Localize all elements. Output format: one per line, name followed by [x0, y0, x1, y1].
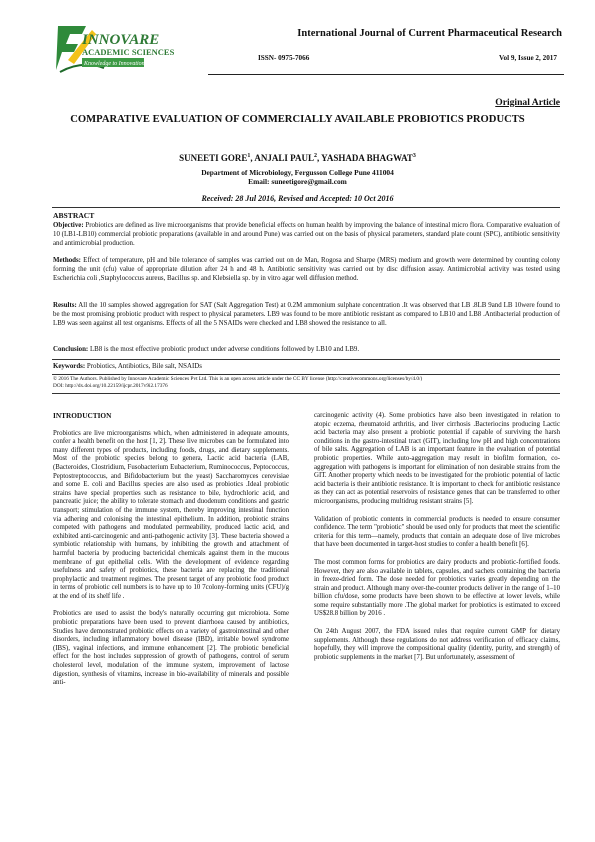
abstract-results	[53, 302, 560, 329]
abstract-mid-rule	[52, 359, 560, 360]
author-1-affil: 1	[247, 153, 251, 159]
right-column	[314, 412, 560, 671]
keywords-rule	[52, 374, 560, 375]
copyright-block	[53, 376, 560, 391]
paragraph: Validation of probiotic contents in commercial products is needed to ensure consumer confidence. The term "probiotic" should be used only for products that meet the scientific criteria for this term—namely, products that contain an adequate dose of live microbes that have been documented in target-host studies to confer a health benefit [6].	[314, 515, 560, 549]
doi-link[interactable]: DOI: http://dx.doi.org/10.22159/ijcpr.2017v9i2.17376	[53, 383, 168, 390]
logo-text-1: INNOVARE	[82, 32, 160, 48]
keywords	[53, 363, 560, 372]
author-3: YASHADA BHAGWAT	[321, 153, 413, 163]
conclusion-text: LB8 is the most effective probiotic product under adverse conditions followed by LB10 and LB9.	[88, 346, 360, 353]
authors	[20, 153, 575, 163]
objective-text: Probiotics are defined as live microorganisms that provide beneficial effects on human health by improving the balance of intestinal micro flora. Comparative evaluation of 10 (LB1-LB10) commercial probiotic preparations (available in and around Pune) was carried out on the basis of physical parameters, standard plate count (SPC), antibiotic sensitivity and antimicrobial production.	[53, 222, 560, 247]
abstract-objective	[53, 222, 560, 249]
methods-label: Methods:	[53, 257, 81, 264]
paragraph: Probiotics are used to assist the body's naturally occurring gut microbiota. Some probiotic preparations have been used to prevent diarrhoea caused by antibiotics, Studies have demonstrated probiotic effects on a variety of gastrointestinal and other disorders, including inflammatory bowel disease (IBD), irritable bowel syndrome (IBS), vaginal infections, and immune enhancement [2]. The probiotic beneficial effect for the host includes suppression of growth of pathogens, control of serum cholesterol level, modulation of the immune system, improvement of lactose digestion, synthesis of vitamins, increase in bio-availability of minerals and possible anti-	[53, 610, 289, 687]
paragraph: carcinogenic activity (4). Some probiotics have also been investigated in relation to atopic eczema, rheumatoid arthritis, and liver cirrhosis .Bacteriocins producing Lactic acid bacteria may also present a probiotic potential if capable of surviving the harsh conditions in the gastro-intestinal tract (GIT), including low pH and high concentrations of bile salts. Aggregation of LAB is an important feature in the evaluation of potential probiotic properties. While auto-aggregation may result in biofilm formation, co-aggregation with pathogens is important for elimination of non desirable strains from the GIT. Another property which needs to be investigated for the probiotic potential of lactic acid bacteria is their antibiotic resistance. It is important to check for antibiotic resistance as they can act as potential reservoirs of resistance genes that can be transferred to other microorganisms, producing multidrug resistant strains [5].	[314, 412, 560, 505]
affiliation: Department of Microbiology, Fergusson College Pune 411004	[201, 168, 394, 177]
affiliation-block	[20, 168, 575, 186]
logo-text-2: ACADEMIC SCIENCES	[82, 47, 175, 57]
results-text: All the 10 samples showed aggregation for SAT (Salt Aggregation Test) at 0.2M ammonium sulphate concentration .It was observed that LB .8LB 9and LB 10were found to be the most promising probiotic product with respect to physical parameters. LB9 was found to be more antibiotic resistant as compared to LB10 and LB8 .Antibacterial production of LB9 was seen against all test organisms. Effects of all the 5 NSAIDs were checked and LB8 showed the resistance to all.	[53, 302, 560, 327]
objective-label: Objective:	[53, 222, 84, 229]
copyright: © 2016 The Authors. Published by Innovare Academic Sciences Pvt Ltd. This is an open access article under the CC BY license (http://creativecommons.org/licenses/by/4.0/)	[53, 376, 423, 382]
body-top-rule	[52, 393, 560, 394]
methods-text: Effect of temperature, pH and bile tolerance of samples was carried out on de Man, Rogosa and Sharpe (MRS) medium and growth were determined by counting colony forming the unit (cfu) value of appropriate dilution after 24 h and 48 h. Antibiotic sensitivity was carried out by disc diffusion assay. Antimicrobial activity was tested using Escherichia coli ,Staphylococcus aureus, Bacillus sp. and Klebsiella sp. by in vitro agar well diffusion method.	[53, 257, 560, 282]
author-2-affil: 2	[313, 153, 317, 159]
publisher-logo	[52, 20, 175, 78]
email[interactable]: Email: suneetigore@gmail.com	[248, 177, 347, 186]
keywords-text: Probiotics, Antibiotics, Bile salt, NSAIDs	[85, 363, 202, 370]
keywords-label: Keywords:	[53, 363, 86, 370]
conclusion-label: Conclusion:	[53, 346, 89, 353]
header-divider	[208, 74, 564, 75]
paragraph: On 24th August 2007, the FDA issued rules that require current GMP for dietary supplements. Although these regulations do not address verification of efficacy claims, hopefully, they will improve the compositional quality (identity, purity, and strength) of probiotic supplements in the market [7]. But unfortunately, assessment of	[314, 628, 560, 661]
abstract-methods	[53, 257, 560, 284]
volume-issue: Vol 9, Issue 2, 2017	[498, 54, 557, 62]
publisher-logo-graphic	[52, 20, 175, 78]
article-title: COMPARATIVE EVALUATION OF COMMERCIALLY AVAILABLE PROBIOTICS PRODUCTS	[70, 114, 525, 125]
paragraph: The most common forms for probiotics are dairy products and probiotic-fortified foods. However, they are also available in tablets, capsules, and sachets containing the bacteria in freeze-dried form. The dose needed for probiotics varies greatly depending on the strain and product. Although many over-the-counter products deliver in the range of 1–10 billion cfu/dose, some products have been shown to be effective at lower levels, while some require substantially more .The global market for probiotics is estimated to exceed US$28.8 billion by 2016 .	[314, 558, 560, 618]
author-1: SUNEETI GORE	[179, 153, 248, 163]
author-2: ANJALI PAUL	[254, 153, 314, 163]
article-type: Original Article	[495, 97, 560, 108]
left-column	[53, 412, 289, 697]
logo-tagline: Knowledge to Innovation	[84, 61, 145, 67]
results-label: Results:	[53, 302, 77, 309]
author-sep: ,	[250, 153, 255, 163]
abstract-top-rule	[52, 207, 560, 208]
author-sep: ,	[316, 153, 322, 163]
author-3-affil: 3	[412, 153, 416, 159]
issn: ISSN- 0975-7066	[258, 54, 310, 62]
introduction-heading: INTRODUCTION	[53, 411, 112, 420]
journal-name: International Journal of Current Pharmaceutical Research	[297, 28, 562, 39]
paragraph: Probiotics are live microorganisms which, when administered in adequate amounts, confer a health benefit on the host [1, 2]. These live microbes can be formulated into many different types of products, including foods, drugs, and dietary supplements. Most of the probiotic species belong to genera, Lactic acid bacteria (LAB, (Bacteroides, Clostridium, Fusobacterium Eubacterium, Ruminococcus, Peptococcus, Peptostreptococcus, and Bifidobacterium but the yeast) Saccharomyces cerevisiae and some E. coli and Bacillus species are also used as probiotics .Ideal probiotic strains have special properties such as resistance to bile, hydrochloric acid, and pancreatic juice; the ability to tolerate stomach and duodenum conditions and gastric transport; stimulation of the immune system, thereby improving intestinal function via adhering and colonising the intestinal epithelium. In addition, probiotic strains competed with pathogens and modulated permeability, produced lactic acid, and exhibited anti-carcinogenic and anti-pathogenic activity [3]. These bacteria showed a symbiotic relationship with humans, by inhibiting the growth and attachment of harmful bacteria by producing bactericidal chemicals against them in the mucous membrane of gut epithelial cells. With the development of evidence regarding usefulness and safety of probiotics, these bacteria are replacing the traditional prophylactic and treatment regimes. The present target of any probiotic food product in terms of probiotic cell numbers is to have up to 10 7colony-forming units (CFU)/g at the end of its shelf life .	[53, 429, 289, 600]
abstract-conclusion	[53, 346, 560, 355]
abstract-heading: ABSTRACT	[53, 211, 95, 220]
received-dates: Received: 28 Jul 2016, Revised and Accepted: 10 Oct 2016	[201, 194, 394, 203]
